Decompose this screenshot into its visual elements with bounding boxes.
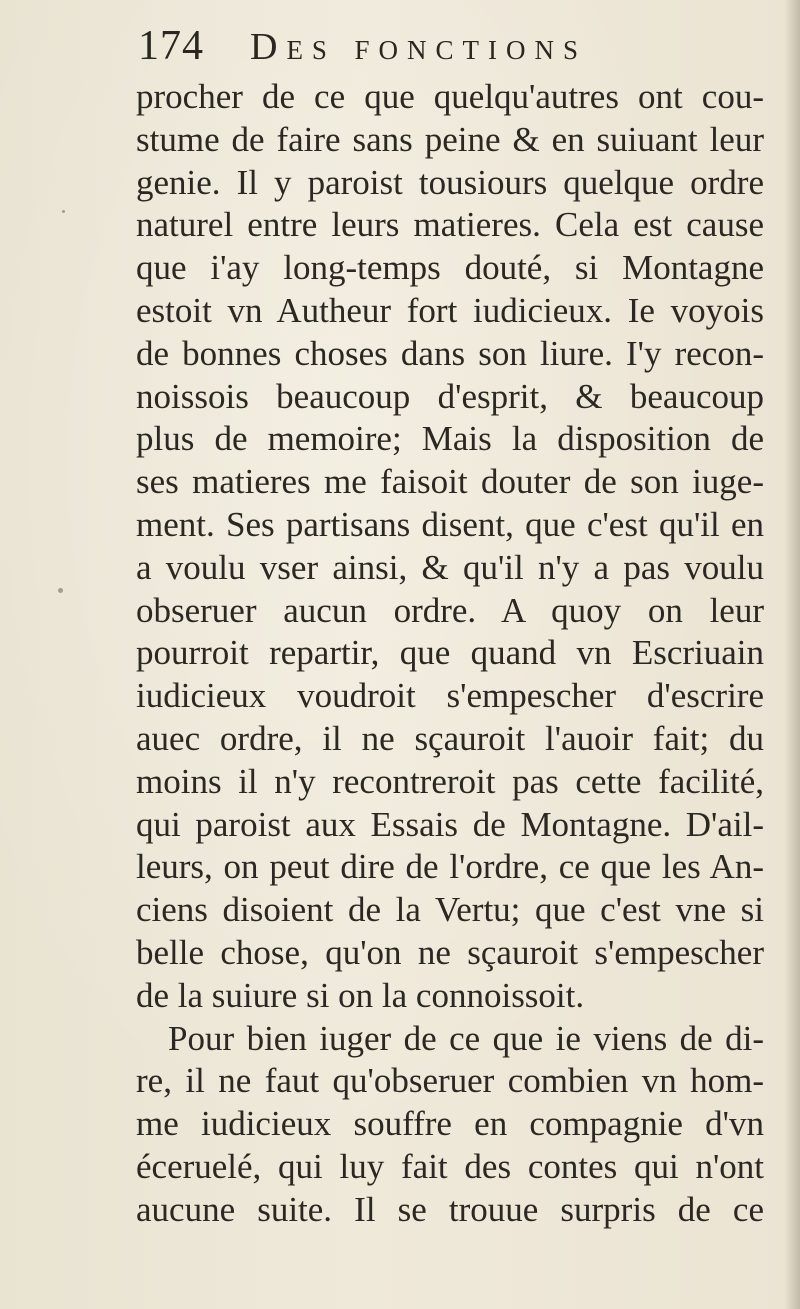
text-line: stume de faire sans peine & en suiuant leur xyxy=(136,119,764,159)
text-line: leurs, on peut dire de l'ordre, ce que les An- xyxy=(136,847,764,887)
text-line: re, il ne faut qu'obseruer combien vn hom- xyxy=(136,1061,764,1101)
text-line: plus de memoire; Mais la disposition de xyxy=(136,419,764,459)
text-line: procher de ce que quelqu'autres ont cou- xyxy=(136,77,764,116)
text-line: ciens disoient de la Vertu; que c'est vne si xyxy=(136,890,764,930)
text-line: de bonnes choses dans son liure. I'y recon- xyxy=(136,333,764,373)
text-line: que i'ay long-temps douté, si Montagne xyxy=(136,248,764,288)
text-line: aucune suite. Il se trouue surpris de ce xyxy=(136,1189,764,1229)
text-line: estoit vn Autheur fort iudicieux. Ie voyois xyxy=(136,290,764,330)
text-line: obseruer aucun ordre. A quoy on leur xyxy=(136,590,764,630)
text-line: iudicieux voudroit s'empescher d'escrire xyxy=(136,676,764,716)
text-line: genie. Il y paroist tousiours quelque ordre xyxy=(136,162,764,202)
text-line: me iudicieux souffre en compagnie d'vn xyxy=(136,1104,764,1144)
page-number: 174 xyxy=(138,23,204,69)
page-header xyxy=(138,22,738,74)
text-line: de la suiure si on la connoissoit. xyxy=(136,975,585,1015)
text-line: auec ordre, il ne sçauroit l'auoir fait; du xyxy=(136,718,764,758)
text-line: a voulu vser ainsi, & qu'il n'y a pas voulu xyxy=(136,547,764,587)
text-line: naturel entre leurs matieres. Cela est cause xyxy=(136,205,764,245)
text-line: noissois beaucoup d'esprit, & beaucoup xyxy=(136,376,764,416)
text-line: éceruelé, qui luy fait des contes qui n'ont xyxy=(136,1146,764,1186)
ink-speck xyxy=(62,210,65,213)
text-line: belle chose, qu'on ne sçauroit s'empescher xyxy=(136,932,764,972)
text-line: ses matieres me faisoit douter de son iuge- xyxy=(136,462,764,502)
running-head: Des fonctions xyxy=(250,26,587,68)
text-line: pourroit repartir, que quand vn Escriuain xyxy=(136,633,764,673)
page-edge-shadow xyxy=(784,0,800,1309)
text-line: moins il n'y recontreroit pas cette facilité, xyxy=(136,761,764,801)
text-line: ment. Ses partisans disent, que c'est qu'il en xyxy=(136,504,764,544)
text-line: qui paroist aux Essais de Montagne. D'ail- xyxy=(136,804,764,844)
body-text xyxy=(136,76,764,1232)
text-line: Pour bien iuger de ce que ie viens de di- xyxy=(168,1018,764,1058)
ink-speck xyxy=(58,588,63,593)
